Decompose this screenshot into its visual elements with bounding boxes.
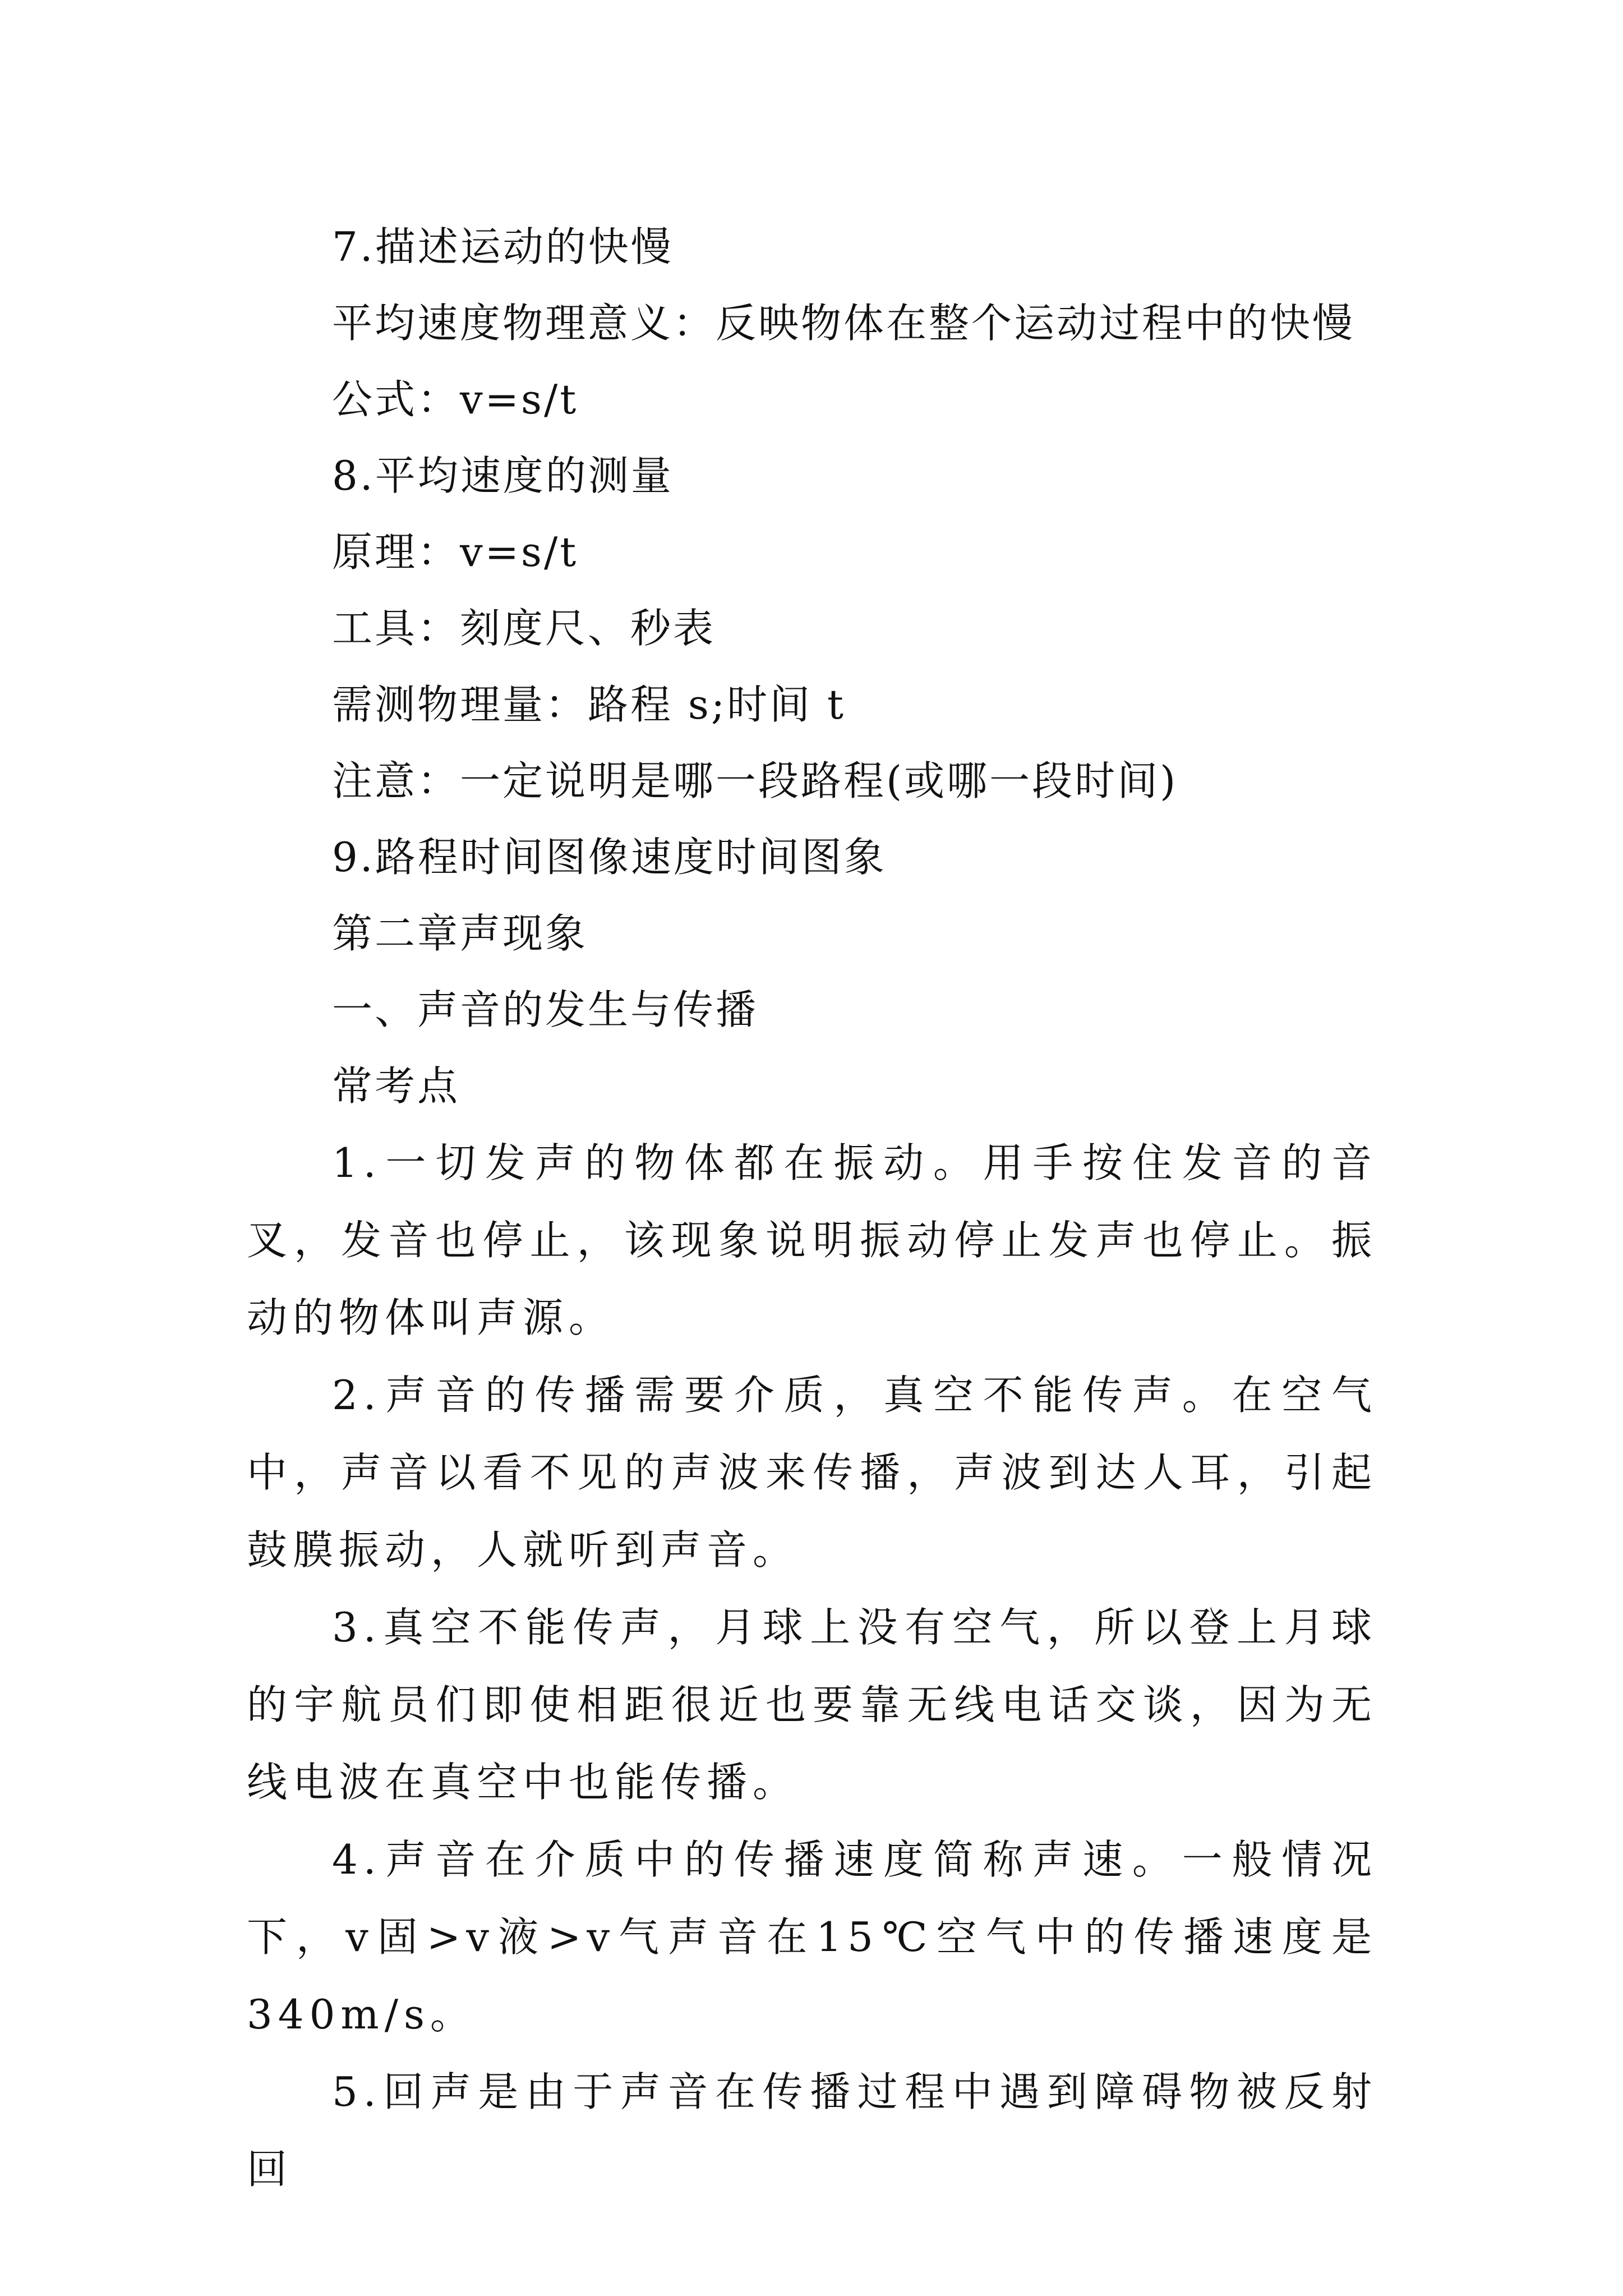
section-heading-8: 8.平均速度的测量	[332, 452, 674, 499]
chapter-heading: 第二章声现象	[332, 910, 588, 957]
paragraph-4: 4.声音在介质中的传播速度简称声速。一般情况下，v固>v液>v气声音在15℃空气中的传播速度是340m/s。	[247, 1836, 1377, 2038]
text-line: 需测物理量：路程 s;时间 t	[332, 681, 846, 728]
paragraph-2: 2.声音的传播需要介质，真空不能传声。在空气中，声音以看不见的声波来传播，声波到达人耳，引起鼓膜振动，人就听到声音。	[247, 1372, 1377, 1573]
document-body	[247, 209, 1377, 2208]
text-line: 工具：刻度尺、秒表	[332, 605, 716, 652]
formula-line: 公式：v=s/t	[332, 376, 579, 423]
text-line: 原理：v=s/t	[332, 528, 579, 576]
section-heading-9: 9.路程时间图像速度时间图象	[332, 834, 887, 881]
section-heading-7: 7.描述运动的快慢	[332, 223, 674, 270]
subsection-heading: 一、声音的发生与传播	[332, 986, 759, 1033]
text-line: 平均速度物理意义：反映物体在整个运动过程中的快慢	[332, 300, 1355, 347]
text-line: 注意：一定说明是哪一段路程(或哪一段时间)	[332, 757, 1178, 804]
paragraph-3: 3.真空不能传声，月球上没有空气，所以登上月球的宇航员们即使相距很近也要靠无线电话交谈，因为无线电波在真空中也能传播。	[247, 1604, 1377, 1806]
key-points-heading: 常考点	[332, 1062, 460, 1110]
paragraph-5: 5.回声是由于声音在传播过程中遇到障碍物被反射回	[247, 2068, 1377, 2193]
paragraph-1: 1.一切发声的物体都在振动。用手按住发音的音叉，发音也停止，该现象说明振动停止发声也停止。振动的物体叫声源。	[247, 1139, 1377, 1341]
